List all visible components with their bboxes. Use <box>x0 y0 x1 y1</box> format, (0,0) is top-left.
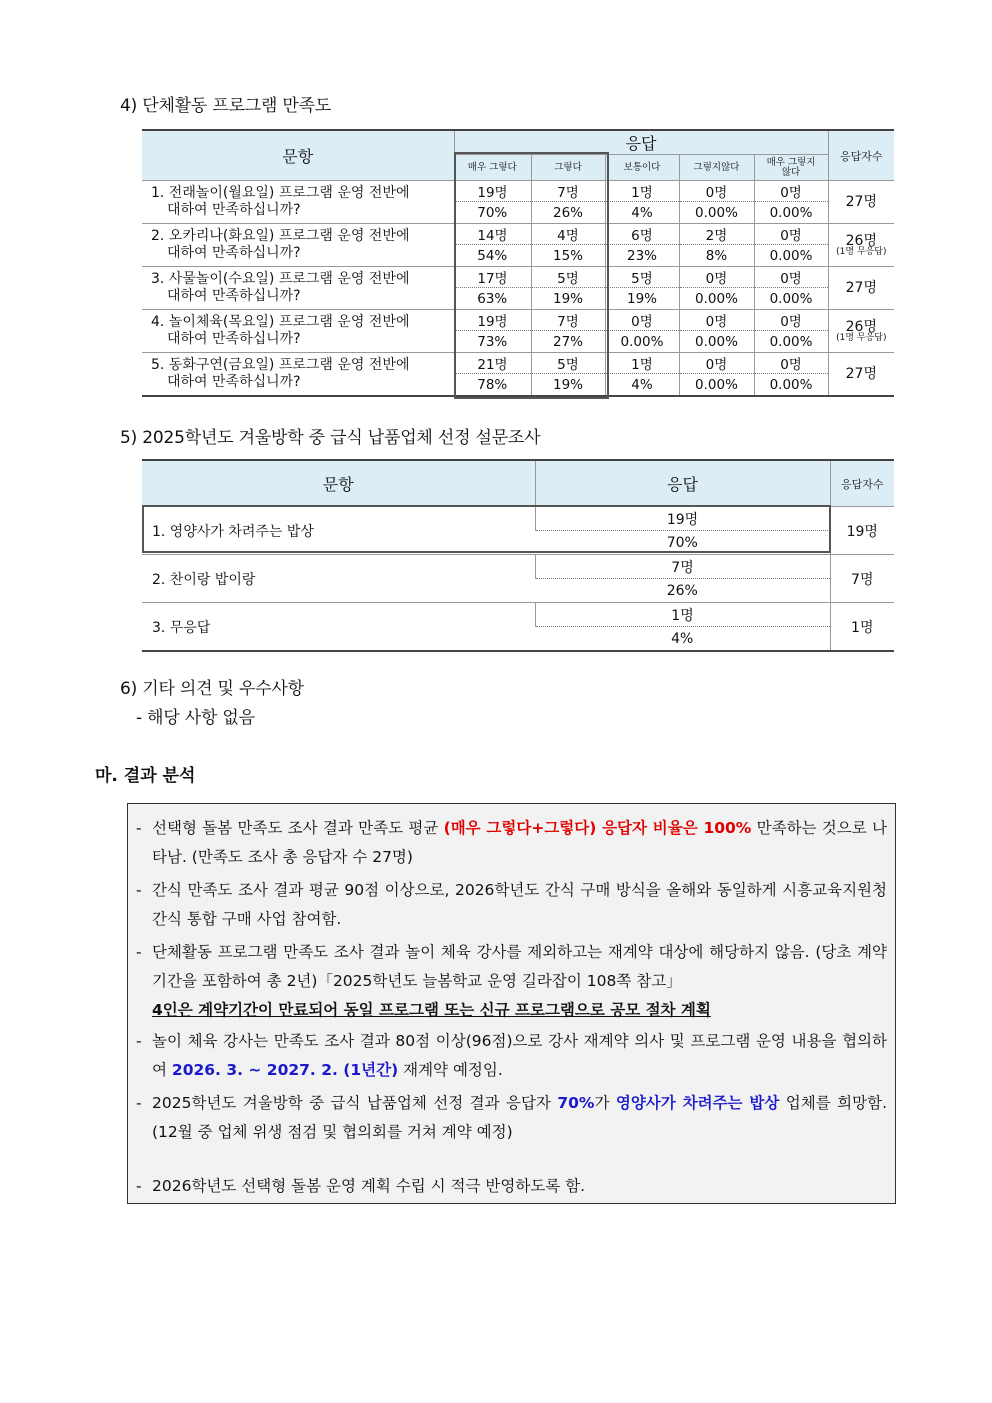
percent-cell: 0.00% <box>679 202 754 224</box>
count-cell: 2명 <box>679 224 754 245</box>
vendor-respondents: 7명 <box>830 555 894 603</box>
percent-cell: 0.00% <box>754 331 828 353</box>
vendor-header-response: 응답 <box>535 460 830 507</box>
respondents-cell: 27명 <box>828 353 894 397</box>
percent-cell: 0.00% <box>679 331 754 353</box>
analysis-bullet-2: - 간식 만족도 조사 결과 평균 90점 이상으로, 2026학년도 간식 구매 방식을 올해와 동일하게 시흥교육지원청 간식 통합 구매 사업 참여함. <box>136 881 887 928</box>
percent-cell: 0.00% <box>754 288 828 310</box>
vendor-count: 7명 <box>535 555 830 579</box>
vendor-percent: 26% <box>535 579 830 603</box>
no-response-note: (1명 무응답) <box>836 332 887 343</box>
percent-cell: 0.00% <box>754 245 828 267</box>
analysis-bullet-1: - 선택형 돌봄 만족도 조사 결과 만족도 평균 (매우 그렇다+그렇다) 응답자 비율은 100% 만족하는 것으로 나타남. (만족도 조사 총 응답자 수 27명) <box>136 819 887 866</box>
analysis-bullet-4: - 놀이 체육 강사는 만족도 조사 결과 80점 이상(96점)으로 강사 재계약 의사 및 프로그램 운영 내용을 협의하여 2026. 3. ~ 2027. 2. (1년간) 재계약 예정임. <box>136 1032 887 1079</box>
percent-cell: 0.00% <box>754 202 828 224</box>
percent-cell: 26% <box>531 202 605 224</box>
count-cell: 5명 <box>531 267 605 288</box>
vendor-label: 2. 찬이랑 밥이랑 <box>142 555 535 603</box>
count-cell: 0명 <box>679 267 754 288</box>
header-option-very-agree: 매우 그렇다 <box>454 155 531 181</box>
question-cell: 2. 오카리나(화요일) 프로그램 운영 전반에 대하여 만족하십니까? <box>142 224 454 267</box>
analysis-bullet-3: - 단체활동 프로그램 만족도 조사 결과 놀이 체육 강사를 제외하고는 재계약 대상에 해당하지 않음. (당초 계약 기간을 포함하여 총 2년)「2025학년도 늘봄학교 운영 길라잡이 108쪽 참고」 4인은 계약기간이 만료되어 동일 프로그램 또는 신규 프로그램으로 공모 절차 계획 <box>136 943 887 1019</box>
question-cell: 3. 사물놀이(수요일) 프로그램 운영 전반에 대하여 만족하십니까? <box>142 267 454 310</box>
highlight-100-percent: (매우 그렇다+그렇다) 응답자 비율은 100% <box>443 819 752 837</box>
vendor-header-question: 문항 <box>142 460 535 507</box>
respondents-cell: 26명 (1명 무응답) <box>828 310 894 353</box>
percent-cell: 4% <box>605 374 679 397</box>
count-cell: 14명 <box>454 224 531 245</box>
percent-cell: 15% <box>531 245 605 267</box>
percent-cell: 63% <box>454 288 531 310</box>
count-cell: 7명 <box>531 310 605 331</box>
header-respondents: 응답자수 <box>828 130 894 181</box>
percent-cell: 0.00% <box>679 374 754 397</box>
percent-cell: 8% <box>679 245 754 267</box>
vendor-count: 1명 <box>535 603 830 627</box>
header-option-very-disagree: 매우 그렇지 않다 <box>754 155 828 181</box>
count-cell: 1명 <box>605 181 679 202</box>
percent-cell: 4% <box>605 202 679 224</box>
count-cell: 5명 <box>531 353 605 374</box>
vendor-label: 1. 영양사가 차려주는 밥상 <box>142 507 535 555</box>
section6-title: 6) 기타 의견 및 우수사항 <box>120 679 304 699</box>
header-option-neutral: 보통이다 <box>605 155 679 181</box>
respondents-cell: 27명 <box>828 267 894 310</box>
vendor-percent: 70% <box>535 531 830 555</box>
count-cell: 6명 <box>605 224 679 245</box>
percent-cell: 19% <box>605 288 679 310</box>
percent-cell: 70% <box>454 202 531 224</box>
count-cell: 21명 <box>454 353 531 374</box>
question-cell: 4. 놀이체육(목요일) 프로그램 운영 전반에 대하여 만족하십니까? <box>142 310 454 353</box>
count-cell: 0명 <box>754 181 828 202</box>
respondents-cell: 27명 <box>828 181 894 224</box>
count-cell: 0명 <box>754 267 828 288</box>
count-cell: 0명 <box>679 181 754 202</box>
section5-title: 5) 2025학년도 겨울방학 중 급식 납품업체 선정 설문조사 <box>120 428 541 448</box>
percent-cell: 0.00% <box>754 374 828 397</box>
count-cell: 0명 <box>754 224 828 245</box>
percent-cell: 23% <box>605 245 679 267</box>
count-cell: 7명 <box>531 181 605 202</box>
section4-title: 4) 단체활동 프로그램 만족도 <box>120 96 332 116</box>
header-option-agree: 그렇다 <box>531 155 605 181</box>
contract-period: 2026. 3. ~ 2027. 2. (1년간) <box>171 1061 399 1079</box>
count-cell: 0명 <box>679 310 754 331</box>
percent-cell: 19% <box>531 288 605 310</box>
header-question: 문항 <box>142 130 454 181</box>
percent-cell: 0.00% <box>605 331 679 353</box>
program-satisfaction-table <box>142 129 894 397</box>
no-response-note: (1명 무응답) <box>836 246 887 257</box>
percent-cell: 27% <box>531 331 605 353</box>
count-cell: 19명 <box>454 310 531 331</box>
count-cell: 0명 <box>754 353 828 374</box>
section6-item: - 해당 사항 없음 <box>136 708 255 728</box>
analysis-box <box>127 803 896 1204</box>
question-cell: 5. 동화구연(금요일) 프로그램 운영 전반에 대하여 만족하십니까? <box>142 353 454 397</box>
contract-expiry-note: 4인은 계약기간이 만료되어 동일 프로그램 또는 신규 프로그램으로 공모 절차 계획 <box>152 1001 711 1019</box>
header-response: 응답 <box>454 130 828 155</box>
count-cell: 0명 <box>679 353 754 374</box>
count-cell: 5명 <box>605 267 679 288</box>
analysis-bullet-5: - 2025학년도 겨울방학 중 급식 납품업체 선정 결과 응답자 70%가 영양사가 차려주는 밥상 업체를 희망함. (12월 중 업체 위생 점검 및 협의회를 거쳐 계약 예정) <box>136 1094 887 1141</box>
count-cell: 4명 <box>531 224 605 245</box>
vendor-respondents: 19명 <box>830 507 894 555</box>
count-cell: 0명 <box>605 310 679 331</box>
count-cell: 17명 <box>454 267 531 288</box>
vendor-survey-table <box>142 459 894 652</box>
analysis-bullet-6: - 2026학년도 선택형 돌봄 운영 계획 수립 시 적극 반영하도록 함. <box>136 1177 586 1195</box>
vendor-header-respondents: 응답자수 <box>830 460 894 507</box>
count-cell: 19명 <box>454 181 531 202</box>
percent-cell: 73% <box>454 331 531 353</box>
header-option-disagree: 그렇지않다 <box>679 155 754 181</box>
percent-cell: 78% <box>454 374 531 397</box>
percent-cell: 0.00% <box>679 288 754 310</box>
vendor-count: 19명 <box>535 507 830 531</box>
vendor-percent: 4% <box>535 627 830 652</box>
percent-cell: 19% <box>531 374 605 397</box>
analysis-title: 마. 결과 분석 <box>95 766 196 786</box>
respondents-cell: 26명 (1명 무응답) <box>828 224 894 267</box>
vendor-respondents: 1명 <box>830 603 894 652</box>
count-cell: 1명 <box>605 353 679 374</box>
vendor-label: 3. 무응답 <box>142 603 535 652</box>
percent-cell: 54% <box>454 245 531 267</box>
count-cell: 0명 <box>754 310 828 331</box>
question-cell: 1. 전래놀이(월요일) 프로그램 운영 전반에 대하여 만족하십니까? <box>142 181 454 224</box>
